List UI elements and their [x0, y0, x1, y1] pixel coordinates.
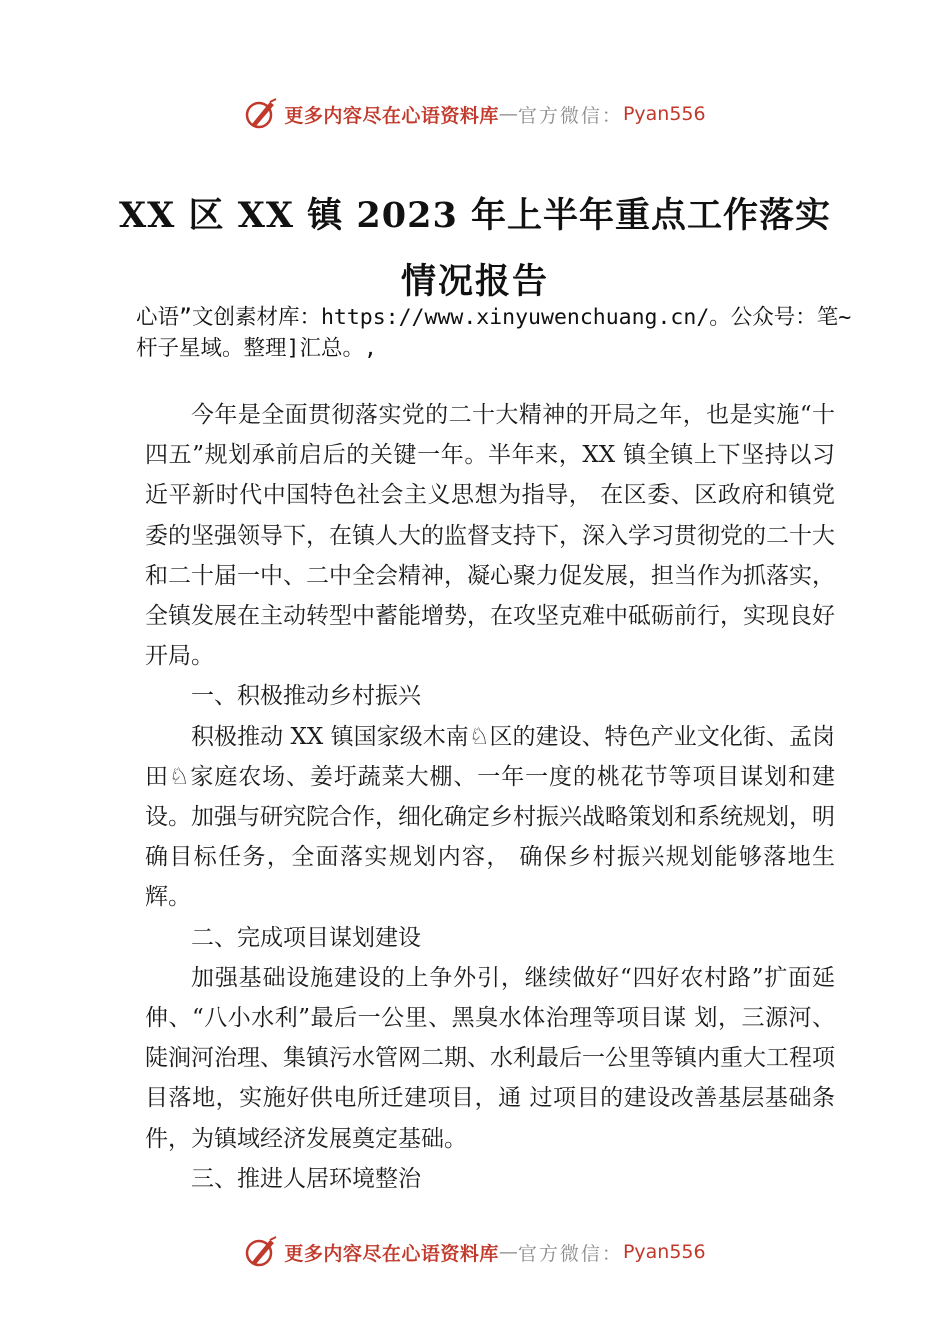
paragraph-section-1: 积极推动 XX 镇国家级木南♘区的建设、特色产业文化街、孟岗田♘家庭农场、姜圩蔬菜大棚、一年一度的桃花节等项目谋划和建设。加强与研究院合作，细化确定乡村振兴战略策划和系统规划，明确目标任务，全面落实规划内容， 确保乡村振兴规划能够落地生辉。	[145, 723, 835, 911]
quill-logo-icon	[244, 1235, 278, 1269]
watermark-gray-text: 官方微信：	[517, 1242, 623, 1265]
doc-title-line1: XX 区 XX 镇 2023 年上半年重点工作落实	[119, 195, 831, 236]
watermark-banner-bottom	[0, 1232, 950, 1272]
watermark-red-text: 更多内容尽在心语资料库	[284, 1242, 499, 1265]
doc-body	[145, 395, 835, 1199]
watermark-red-text: 更多内容尽在心语资料库	[284, 104, 499, 127]
watermark-wechat-id: Pyan556	[622, 1241, 706, 1263]
source-note: 心语”文创素材库：https://www.xinyuwenchuang.cn/。公众号：笔~杆子星域。整理]汇总。,	[136, 305, 852, 361]
watermark-dash: —	[498, 1241, 518, 1263]
paragraph-section-2: 加强基础设施建设的上争外引，继续做好“四好农村路”扩面延伸、“八小水利”最后一公里、黑臭水体治理等项目谋 划，三源河、陡涧河治理、集镇污水管网二期、水利最后一公里等镇内重大工程项目落地，实施好供电所迁建项目，通 过项目的建设改善基层基础条件，为镇域经济发展奠定基础。	[145, 964, 835, 1152]
quill-logo-icon	[244, 97, 278, 131]
section-heading-2: 二、完成项目谋划建设	[191, 924, 421, 951]
watermark-dash: —	[498, 103, 518, 125]
watermark-banner-top	[0, 94, 950, 134]
watermark-wechat-id: Pyan556	[622, 103, 706, 125]
doc-title-line2: 情况报告	[400, 261, 549, 302]
section-heading-3: 三、推进人居环境整治	[191, 1165, 421, 1192]
section-heading-1: 一、积极推动乡村振兴	[191, 683, 421, 710]
paragraph-intro: 今年是全面贯彻落实党的二十大精神的开局之年，也是实施“十四五”规划承前启后的关键一年。半年来，XX 镇全镇上下坚持以习近平新时代中国特色社会主义思想为指导， 在区委、区政府和镇党委的坚强领导下，在镇人大的监督支持下，深入学习贯彻党的二十大和二十届一中、二中全会精神，凝心聚力促发展，担当作为抓落实，全镇发展在主动转型中蓄能增势，在攻坚克难中砥砺前行，实现良好开局。	[145, 402, 835, 670]
watermark-gray-text: 官方微信：	[517, 104, 623, 127]
